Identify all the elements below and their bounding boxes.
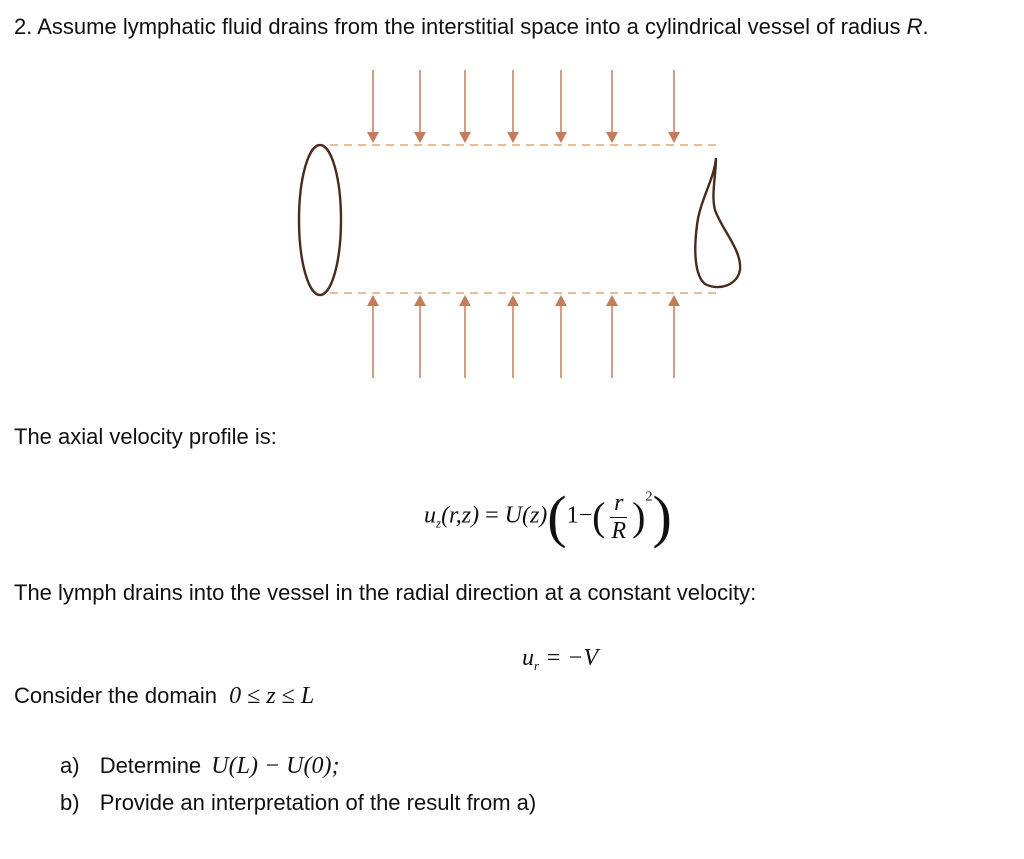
eq-power: 2: [645, 489, 653, 505]
inflow-arrow-top: [459, 70, 471, 143]
inflow-arrow-top: [367, 70, 379, 143]
inflow-arrow-bottom: [668, 295, 680, 378]
question-a-label: a): [60, 753, 80, 778]
eq-equals: =: [485, 502, 499, 529]
question-a-math: U(L) − U(0);: [211, 753, 340, 779]
domain-line: [14, 682, 314, 711]
question-b-label: b): [60, 790, 80, 815]
eq-lhs-u: u: [424, 502, 436, 529]
inflow-arrow-top: [507, 70, 519, 143]
statement-period: .: [922, 14, 929, 39]
question-a: [60, 752, 339, 781]
vessel-outlet-closure: [695, 158, 740, 287]
inflow-arrow-top: [606, 70, 618, 143]
vessel-inlet-ellipse: [299, 145, 341, 295]
axial-intro: The axial velocity profile is:: [14, 424, 277, 449]
inflow-arrow-bottom: [606, 295, 618, 378]
eq-big-paren-open: (: [547, 484, 567, 549]
vessel-diagram: [0, 0, 1024, 400]
question-b: [60, 790, 536, 816]
inflow-arrow-top: [555, 70, 567, 143]
top-arrows: [367, 70, 680, 143]
inflow-arrow-bottom: [459, 295, 471, 378]
inflow-arrow-bottom: [414, 295, 426, 378]
eq-fraction: [607, 490, 630, 544]
eq-lhs-args: (r,z): [441, 502, 480, 529]
eq-mid-paren-open: (: [592, 494, 606, 539]
eq-mid-paren-close: ): [632, 494, 646, 539]
bottom-arrows: [367, 295, 680, 378]
axial-velocity-equation: [424, 484, 672, 549]
radius-symbol: R: [906, 14, 923, 39]
question-b-text: Provide an interpretation of the result from a): [99, 790, 537, 815]
domain-math: 0 ≤ z ≤ L: [229, 683, 315, 709]
radial-sub: r: [534, 658, 540, 673]
inflow-arrow-bottom: [555, 295, 567, 378]
question-a-text: Determine: [99, 753, 202, 778]
domain-intro: Consider the domain: [14, 683, 218, 708]
radial-velocity-equation: [522, 644, 598, 674]
eq-frac-num: r: [610, 490, 627, 517]
problem-statement-text: 2. Assume lymphatic fluid drains from the interstitial space into a cylindrical vessel of radius: [14, 14, 907, 39]
eq-frac-den: R: [611, 517, 627, 544]
radial-rhs: = −V: [545, 645, 599, 671]
radial-intro: The lymph drains into the vessel in the radial direction at a constant velocity:: [14, 580, 757, 605]
inflow-arrow-top: [668, 70, 680, 143]
eq-lhs-sub: z: [436, 515, 442, 531]
radial-u: u: [522, 645, 534, 671]
inflow-arrow-bottom: [367, 295, 379, 378]
eq-rhs-U: U(z): [504, 502, 548, 529]
inflow-arrow-top: [414, 70, 426, 143]
eq-big-paren-close: ): [652, 484, 672, 549]
eq-one-minus: 1−: [566, 502, 593, 529]
inflow-arrow-bottom: [507, 295, 519, 378]
